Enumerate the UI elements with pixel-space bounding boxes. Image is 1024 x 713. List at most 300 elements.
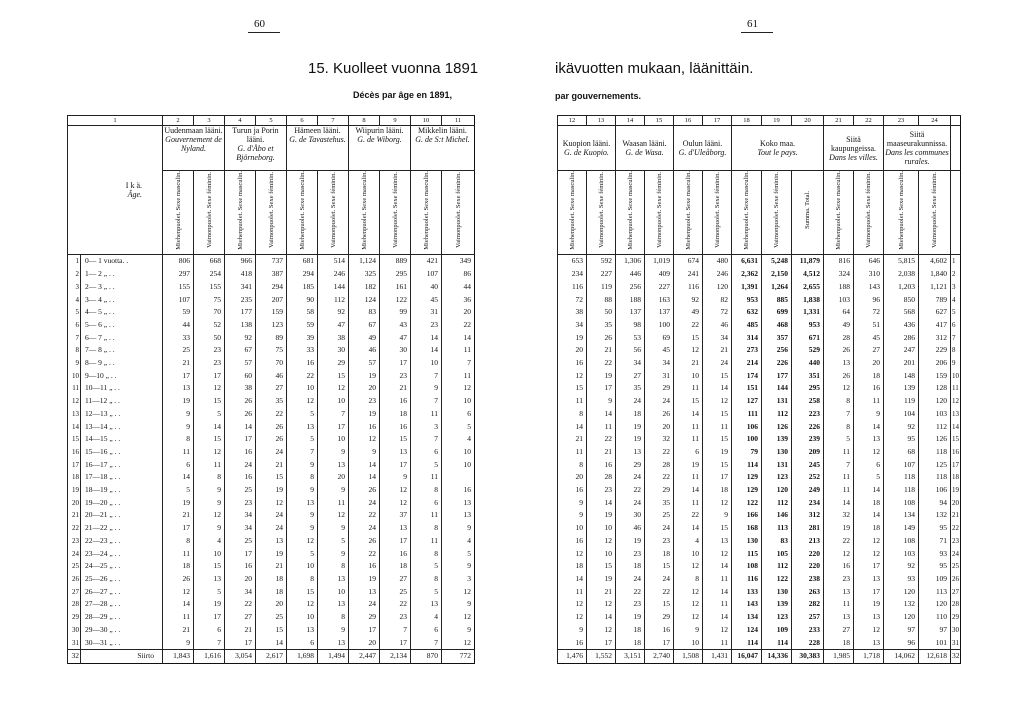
cell: 38: [225, 382, 256, 395]
cell: 11: [442, 370, 475, 383]
cell: 10: [411, 357, 442, 370]
cell: 131: [762, 459, 792, 472]
cell: 72: [703, 306, 732, 319]
cell: 16: [558, 637, 587, 650]
cell: 45: [645, 344, 674, 357]
cell: 13: [616, 446, 645, 459]
cell: 20: [854, 357, 884, 370]
cell: 281: [792, 522, 824, 535]
table-row: [558, 471, 961, 484]
table-row: [558, 459, 961, 472]
cell: 13: [256, 535, 287, 548]
cell: 116: [732, 573, 762, 586]
cell: 20: [256, 598, 287, 611]
cell: 5: [411, 586, 442, 599]
table-row: [558, 573, 961, 586]
cell: 263: [792, 586, 824, 599]
cell: 25: [225, 484, 256, 497]
table-row: [68, 319, 475, 332]
table-row: [68, 357, 475, 370]
cell: 137: [645, 306, 674, 319]
cell: 30: [380, 344, 411, 357]
cell: 12: [194, 509, 225, 522]
cell: 125: [919, 459, 951, 472]
row-number: 6: [951, 319, 961, 332]
cell: 166: [732, 509, 762, 522]
row-number: 19: [951, 484, 961, 497]
sum-cell: 1,698: [287, 650, 318, 664]
cell: 15: [194, 433, 225, 446]
cell: 118: [884, 484, 919, 497]
cell: 33: [287, 344, 318, 357]
col-number-blank: [951, 116, 961, 126]
cell: 12: [674, 344, 703, 357]
cell: 114: [732, 459, 762, 472]
cell: 14: [703, 382, 732, 395]
cell: 11: [674, 382, 703, 395]
cell: 15: [287, 586, 318, 599]
cell: 18: [645, 548, 674, 561]
cell: 18: [256, 573, 287, 586]
row-number: 3: [68, 281, 81, 294]
left-mortality-table: [67, 115, 475, 664]
cell: 9: [442, 624, 475, 637]
cell: 34: [558, 319, 587, 332]
cell: 21: [163, 624, 194, 637]
right-mortality-table: [557, 115, 961, 664]
col-number-6: 6: [287, 116, 318, 126]
cell: 7: [824, 408, 854, 421]
cell: 109: [919, 573, 951, 586]
cell: 12: [380, 497, 411, 510]
sex-male-3: [349, 171, 380, 255]
cell: 16: [349, 421, 380, 434]
cell: 9: [318, 522, 349, 535]
cell: 26: [256, 421, 287, 434]
table-row: [68, 560, 475, 573]
cell: 24: [616, 471, 645, 484]
province-name-fr-0: Gouvernement de Nyland.: [165, 135, 222, 153]
age-label: 23—24 „ . .: [81, 548, 163, 561]
sex-female-2: [318, 171, 349, 255]
cell: 9: [674, 624, 703, 637]
cell: 13: [287, 497, 318, 510]
cell: 11: [163, 548, 194, 561]
r-sex-male-1: [616, 171, 645, 255]
cell: 11: [674, 421, 703, 434]
cell: 120: [762, 484, 792, 497]
age-label: 21—22 „ . .: [81, 522, 163, 535]
row-number: 12: [68, 395, 81, 408]
cell: 5: [442, 548, 475, 561]
col-number-13: 13: [587, 116, 616, 126]
province-name-fr-4: G. de S:t Michel.: [415, 135, 470, 144]
cell: 12: [703, 497, 732, 510]
cell: 82: [703, 294, 732, 307]
cell: 10: [674, 637, 703, 650]
cell: 1,019: [645, 255, 674, 268]
cell: 228: [792, 637, 824, 650]
cell: 13: [854, 573, 884, 586]
cell: 11: [674, 433, 703, 446]
cell: 234: [792, 497, 824, 510]
cell: 13: [318, 598, 349, 611]
cell: 966: [225, 255, 256, 268]
r-sex-female-1: [645, 171, 674, 255]
sum-cell: 2,447: [349, 650, 380, 664]
row-number: 27: [951, 586, 961, 599]
table-row: [558, 319, 961, 332]
cell: 12: [854, 446, 884, 459]
r-province-name-1: Waasan lääni.: [622, 139, 667, 148]
cell: 4: [442, 433, 475, 446]
cell: 10: [587, 548, 616, 561]
col-number-4: 4: [225, 116, 256, 126]
table-row: [558, 357, 961, 370]
cell: 8: [163, 535, 194, 548]
cell: 349: [442, 255, 475, 268]
cell: 124: [732, 624, 762, 637]
cell: 14: [163, 471, 194, 484]
cell: 15: [256, 471, 287, 484]
cell: 5: [163, 484, 194, 497]
cell: 6: [163, 459, 194, 472]
cell: 22: [645, 446, 674, 459]
cell: 11: [442, 344, 475, 357]
cell: 24: [616, 395, 645, 408]
cell: 43: [380, 319, 411, 332]
cell: 14: [349, 459, 380, 472]
cell: 9: [318, 484, 349, 497]
cell: 139: [762, 598, 792, 611]
row-number: 31: [68, 637, 81, 650]
cell: 14: [674, 522, 703, 535]
cell: 108: [732, 560, 762, 573]
row-number: 8: [68, 344, 81, 357]
cell: 93: [884, 573, 919, 586]
cell: 4,602: [919, 255, 951, 268]
row-number: 23: [951, 535, 961, 548]
table-row: [68, 306, 475, 319]
cell: 436: [884, 319, 919, 332]
cell: 34: [225, 522, 256, 535]
cell: 226: [762, 357, 792, 370]
cell: 468: [762, 319, 792, 332]
cell: 15: [703, 408, 732, 421]
age-label: 30—31 „ . .: [81, 637, 163, 650]
cell: 23: [645, 535, 674, 548]
age-label: 11—12 „ . .: [81, 395, 163, 408]
cell: 14: [674, 484, 703, 497]
cell: 23: [380, 370, 411, 383]
table-row: [558, 294, 961, 307]
cell: 23: [587, 484, 616, 497]
cell: 20: [225, 573, 256, 586]
cell: 9: [194, 522, 225, 535]
cell: 27: [380, 573, 411, 586]
cell: 6: [411, 624, 442, 637]
table-row: [68, 446, 475, 459]
table-row: [558, 624, 961, 637]
sex-female-3: [380, 171, 411, 255]
age-label: 7— 8 „ . .: [81, 344, 163, 357]
col-number-21: 21: [824, 116, 854, 126]
cell: 113: [919, 586, 951, 599]
cell: 12: [256, 497, 287, 510]
cell: 341: [225, 281, 256, 294]
cell: 953: [732, 294, 762, 307]
cell: 24: [256, 446, 287, 459]
sum-cell: 2,134: [380, 650, 411, 664]
cell: 93: [919, 548, 951, 561]
cell: 51: [854, 319, 884, 332]
cell: 70: [194, 306, 225, 319]
cell: 789: [919, 294, 951, 307]
cell: 22: [287, 370, 318, 383]
row-number: 1: [951, 255, 961, 268]
table-row: [68, 459, 475, 472]
cell: 24: [225, 459, 256, 472]
table-row: [558, 306, 961, 319]
cell: 12: [558, 548, 587, 561]
cell: 16: [380, 548, 411, 561]
row-number: 28: [68, 598, 81, 611]
sum-cell: 16,047: [732, 650, 762, 664]
cell: 118: [884, 471, 919, 484]
cell: 9: [411, 382, 442, 395]
cell: 112: [762, 408, 792, 421]
cell: 5: [854, 471, 884, 484]
cell: 19: [616, 433, 645, 446]
row-number: 10: [951, 370, 961, 383]
cell: 514: [318, 255, 349, 268]
cell: 122: [380, 294, 411, 307]
col-number-12: 12: [558, 116, 587, 126]
cell: 9: [558, 509, 587, 522]
row-number: 29: [951, 611, 961, 624]
table-row: [558, 598, 961, 611]
cell: 25: [225, 535, 256, 548]
cell: 12: [380, 484, 411, 497]
cell: 256: [616, 281, 645, 294]
sum-cell: 3,054: [225, 650, 256, 664]
cell: 109: [762, 624, 792, 637]
cell: 312: [919, 332, 951, 345]
cell: 38: [558, 306, 587, 319]
age-label: 27—28 „ . .: [81, 598, 163, 611]
cell: 17: [587, 382, 616, 395]
r-province-5: [884, 126, 951, 171]
cell: 112: [762, 560, 792, 573]
cell: 103: [824, 294, 854, 307]
cell: 26: [225, 395, 256, 408]
row-number: 24: [68, 548, 81, 561]
age-label: 28—29 „ . .: [81, 611, 163, 624]
cell: 1,306: [616, 255, 645, 268]
age-label: 13—14 „ . .: [81, 421, 163, 434]
cell: 19: [163, 395, 194, 408]
cell: 12: [587, 624, 616, 637]
cell: 12: [287, 395, 318, 408]
cell: 107: [884, 459, 919, 472]
sum-cell: 1,718: [854, 650, 884, 664]
row-number: 6: [68, 319, 81, 332]
cell: 20: [442, 306, 475, 319]
cell: 18: [854, 370, 884, 383]
cell: 22: [256, 408, 287, 421]
r-sex-male-3-text: Miehenpuolet. Sexe masculin.: [743, 171, 750, 250]
cell: 2,362: [732, 268, 762, 281]
cell: 246: [703, 268, 732, 281]
r-province-name-4: Siitä kaupungeissa.: [830, 134, 877, 153]
cell: 106: [919, 484, 951, 497]
row-number: 23: [68, 535, 81, 548]
cell: 13: [703, 535, 732, 548]
cell: 57: [225, 357, 256, 370]
cell: 14: [558, 421, 587, 434]
cell: 89: [256, 332, 287, 345]
age-label: 9—10 „ . .: [81, 370, 163, 383]
row-number: 2: [68, 268, 81, 281]
cell: 174: [732, 370, 762, 383]
cell: 18: [824, 637, 854, 650]
r-province-2: [674, 126, 732, 171]
cell: 18: [558, 560, 587, 573]
cell: 294: [256, 281, 287, 294]
cell: 34: [225, 586, 256, 599]
row-number: 2: [951, 268, 961, 281]
sex-female-4-text: Vaimonpuolet. Sexe féminin.: [454, 172, 462, 249]
cell: 149: [884, 522, 919, 535]
row-number: 21: [68, 509, 81, 522]
cell: 20: [558, 344, 587, 357]
cell: 8: [824, 421, 854, 434]
cell: 22: [674, 319, 703, 332]
cell: 213: [792, 535, 824, 548]
cell: 27: [854, 344, 884, 357]
cell: 14: [411, 344, 442, 357]
cell: 13: [824, 357, 854, 370]
r-sex-male-5-text: Miehenpuolet. Sexe masculin.: [897, 171, 905, 250]
cell: 17: [645, 637, 674, 650]
cell: 129: [732, 484, 762, 497]
row-number: 29: [68, 611, 81, 624]
cell: 35: [616, 382, 645, 395]
sum-cell: 2,617: [256, 650, 287, 664]
cell: 19: [616, 535, 645, 548]
cell: 13: [442, 509, 475, 522]
sex-male-3-text: Miehenpuolet. Sexe masculin.: [360, 171, 368, 250]
cell: 126: [919, 433, 951, 446]
row-number: 22: [951, 522, 961, 535]
cell: 97: [919, 624, 951, 637]
cell: 529: [792, 344, 824, 357]
cell: 418: [225, 268, 256, 281]
age-label: 19—20 „ . .: [81, 497, 163, 510]
cell: 34: [225, 509, 256, 522]
sum-cell: 14,336: [762, 650, 792, 664]
sum-cell: 1,843: [163, 650, 194, 664]
cell: 56: [616, 344, 645, 357]
cell: 206: [919, 357, 951, 370]
cell: 18: [616, 624, 645, 637]
row-number: 8: [951, 344, 961, 357]
cell: 12: [194, 446, 225, 459]
cell: 69: [645, 332, 674, 345]
cell: 3: [411, 421, 442, 434]
cell: 2,150: [762, 268, 792, 281]
cell: 17: [225, 548, 256, 561]
cell: 27: [256, 382, 287, 395]
cell: 480: [703, 255, 732, 268]
row-number: 5: [951, 306, 961, 319]
cell: 8: [194, 471, 225, 484]
sum-cell: 1,494: [318, 650, 349, 664]
cell: 17: [318, 421, 349, 434]
cell: 13: [163, 382, 194, 395]
cell: 26: [824, 344, 854, 357]
cell: [442, 471, 475, 484]
cell: 24: [616, 573, 645, 586]
cell: 446: [616, 268, 645, 281]
province-name-fr-1: G. d'Åbo et Björneborg.: [236, 144, 275, 162]
age-header: I k ä.: [125, 181, 142, 191]
table-row: [558, 586, 961, 599]
cell: 71: [919, 535, 951, 548]
cell: 134: [884, 509, 919, 522]
sex-female-0-text: Vaimonpuolet. Sexe féminin.: [205, 172, 213, 249]
col-number-5: 5: [256, 116, 287, 126]
row-number: 22: [68, 522, 81, 535]
cell: 6: [411, 446, 442, 459]
cell: 23: [616, 548, 645, 561]
cell: 120: [884, 586, 919, 599]
cell: 67: [349, 319, 380, 332]
cell: 163: [645, 294, 674, 307]
r-sex-male-0: [558, 171, 587, 255]
cell: 159: [919, 370, 951, 383]
row-number: 14: [68, 421, 81, 434]
province-name-fr-2: G. de Tavastehus.: [289, 135, 346, 144]
cell: 13: [349, 586, 380, 599]
cell: 209: [792, 446, 824, 459]
r-sex-male-2: [674, 171, 703, 255]
cell: 100: [732, 433, 762, 446]
r-province-name-fr-4: Dans les villes.: [829, 152, 878, 162]
cell: 59: [287, 319, 318, 332]
cell: 6: [194, 624, 225, 637]
cell: 11: [411, 535, 442, 548]
sum-cell: 870: [411, 650, 442, 664]
cell: 15: [703, 433, 732, 446]
cell: 122: [762, 573, 792, 586]
row-number: 13: [68, 408, 81, 421]
cell: 17: [854, 560, 884, 573]
cell: 19: [674, 459, 703, 472]
cell: 46: [349, 344, 380, 357]
cell: 5: [287, 433, 318, 446]
cell: 31: [645, 370, 674, 383]
col-number-8: 8: [349, 116, 380, 126]
cell: 9: [163, 408, 194, 421]
cell: 132: [884, 598, 919, 611]
cell: 227: [587, 268, 616, 281]
cell: 440: [792, 357, 824, 370]
cell: 12: [854, 548, 884, 561]
r-sex-female-0: [587, 171, 616, 255]
sex-male-0: [163, 171, 194, 255]
cell: 83: [349, 306, 380, 319]
